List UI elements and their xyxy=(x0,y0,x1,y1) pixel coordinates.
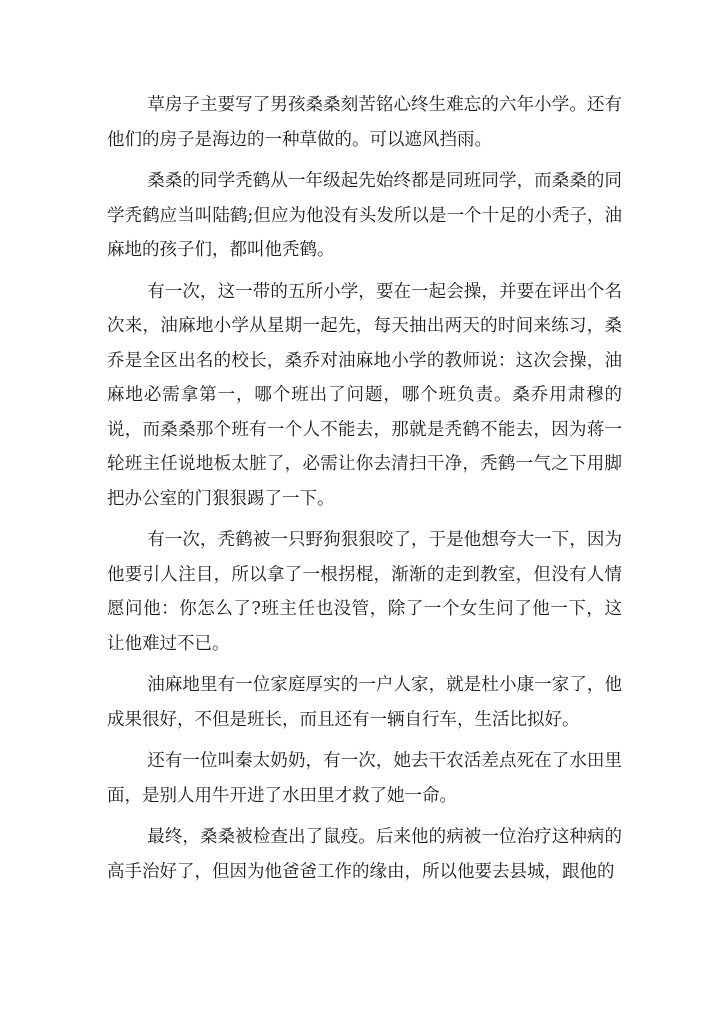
paragraph: 还有一位叫秦太奶奶，有一次，她去干农活差点死在了水田里面，是别人用牛开进了水田里才救了她一命。 xyxy=(107,751,622,806)
paragraph: 有一次，秃鹤被一只野狗狠狠咬了，于是他想夸大一下，因为他要引人注目，所以拿了一根拐棍，渐渐的走到教室，但没有人情愿问他：你怎么了?班主任也没管，除了一个女生问了他一下，这让他难过不已。 xyxy=(107,530,622,654)
paragraph: 最终，桑桑被检查出了鼠疫。后来他的病被一位治疗这种病的高手治好了，但因为他爸爸工作的缘由，所以他要去县城，跟他的 xyxy=(107,827,622,882)
paragraph: 草房子主要写了男孩桑桑刻苦铭心终生难忘的六年小学。还有他们的房子是海边的一种草做的。可以遮风挡雨。 xyxy=(107,95,622,150)
paragraph: 油麻地里有一位家庭厚实的一户人家，就是杜小康一家了，他成果很好，不但是班长，而且还有一辆自行车，生活比拟好。 xyxy=(107,675,622,730)
paragraph: 桑桑的同学秃鹤从一年级起先始终都是同班同学，而桑桑的同学秃鹤应当叫陆鹤;但应为他没有头发所以是一个十足的小秃子，油麻地的孩子们，都叫他秃鹤。 xyxy=(107,171,622,260)
document-body xyxy=(107,88,622,896)
paragraph: 有一次，这一带的五所小学，要在一起会操，并要在评出个名次来，油麻地小学从星期一起先，每天抽出两天的时间来练习，桑乔是全区出名的校长，桑乔对油麻地小学的教师说：这次会操，油麻地必需拿第一，哪个班出了问题，哪个班负责。桑乔用肃穆的说，而桑桑那个班有一个人不能去，那就是秃鹤不能去，因为蒋一轮班主任说地板太脏了，必需让你去清扫干净，秃鹤一气之下用脚把办公室的门狠狠踢了一下。 xyxy=(107,281,622,509)
